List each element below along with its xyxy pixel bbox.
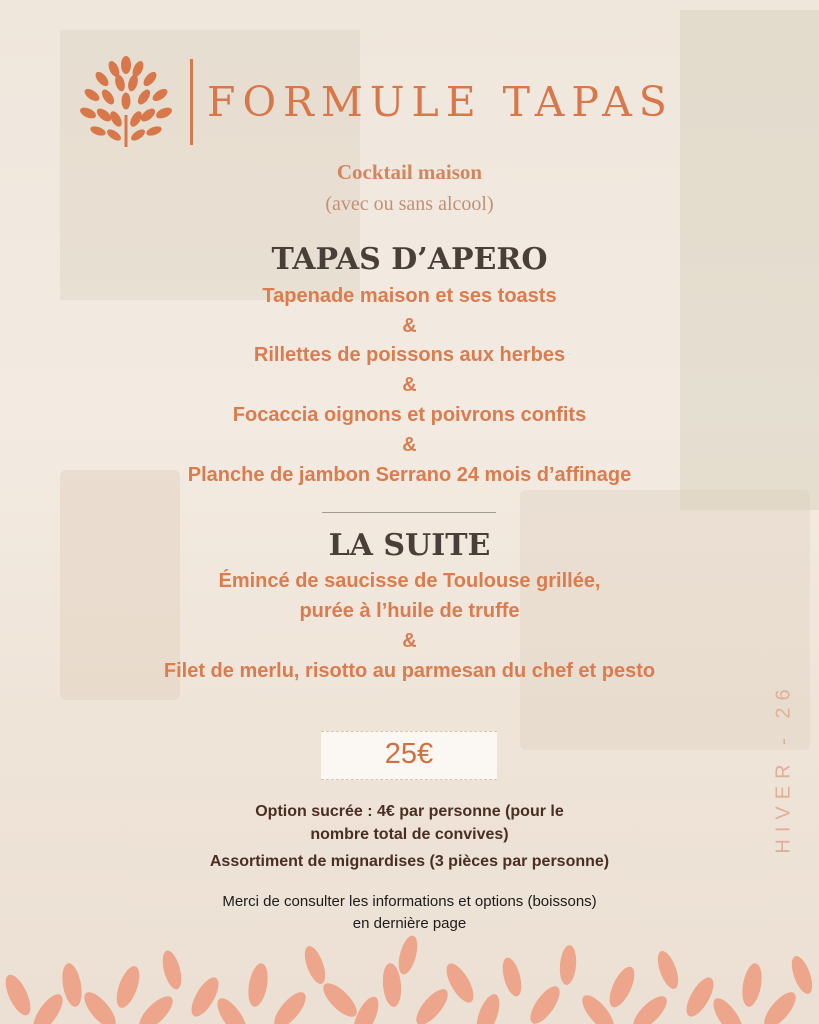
tree-leaves-icon <box>78 55 174 149</box>
tapas-separator: & <box>402 315 417 337</box>
tapas-item: Tapenade maison et ses toasts <box>262 285 557 307</box>
section-divider <box>322 512 496 513</box>
suite-item: Filet de merlu, risotto au parmesan du chef et pesto <box>163 660 656 682</box>
leaf-border-icon <box>0 925 819 1024</box>
info-note: en dernière page <box>352 915 467 932</box>
suite-section-title: LA SUITE <box>328 528 491 563</box>
option-line: Option sucrée : 4€ par personne (pour le <box>255 803 564 820</box>
tapas-item: Planche de jambon Serrano 24 mois d’affinage <box>187 464 632 486</box>
season-label <box>770 682 798 854</box>
page-title: FORMULE TAPAS <box>207 78 674 126</box>
suite-separator: & <box>402 630 417 652</box>
header <box>78 55 674 149</box>
cocktail-label: Cocktail maison <box>336 160 483 184</box>
cocktail-subtitle: (avec ou sans alcool) <box>325 193 494 215</box>
tapas-item: Rillettes de poissons aux herbes <box>253 344 566 366</box>
option-line: nombre total de convives) <box>310 826 509 843</box>
season-text: HIVER - 26 <box>772 682 795 854</box>
tapas-item: Focaccia oignons et poivrons confits <box>232 404 587 426</box>
info-note: Merci de consulter les informations et options (boissons) <box>222 893 597 910</box>
option-line: Assortiment de mignardises (3 pièces par personne) <box>209 853 610 870</box>
tapas-separator: & <box>402 374 417 396</box>
price: 25€ <box>384 738 434 770</box>
price-box <box>321 731 497 780</box>
tapas-section-title: TAPAS D’APERO <box>271 242 548 277</box>
tapas-separator: & <box>402 434 417 456</box>
suite-item: purée à l’huile de truffe <box>299 600 520 622</box>
suite-item: Émincé de saucisse de Toulouse grillée, <box>218 570 601 592</box>
title-divider <box>190 59 193 145</box>
